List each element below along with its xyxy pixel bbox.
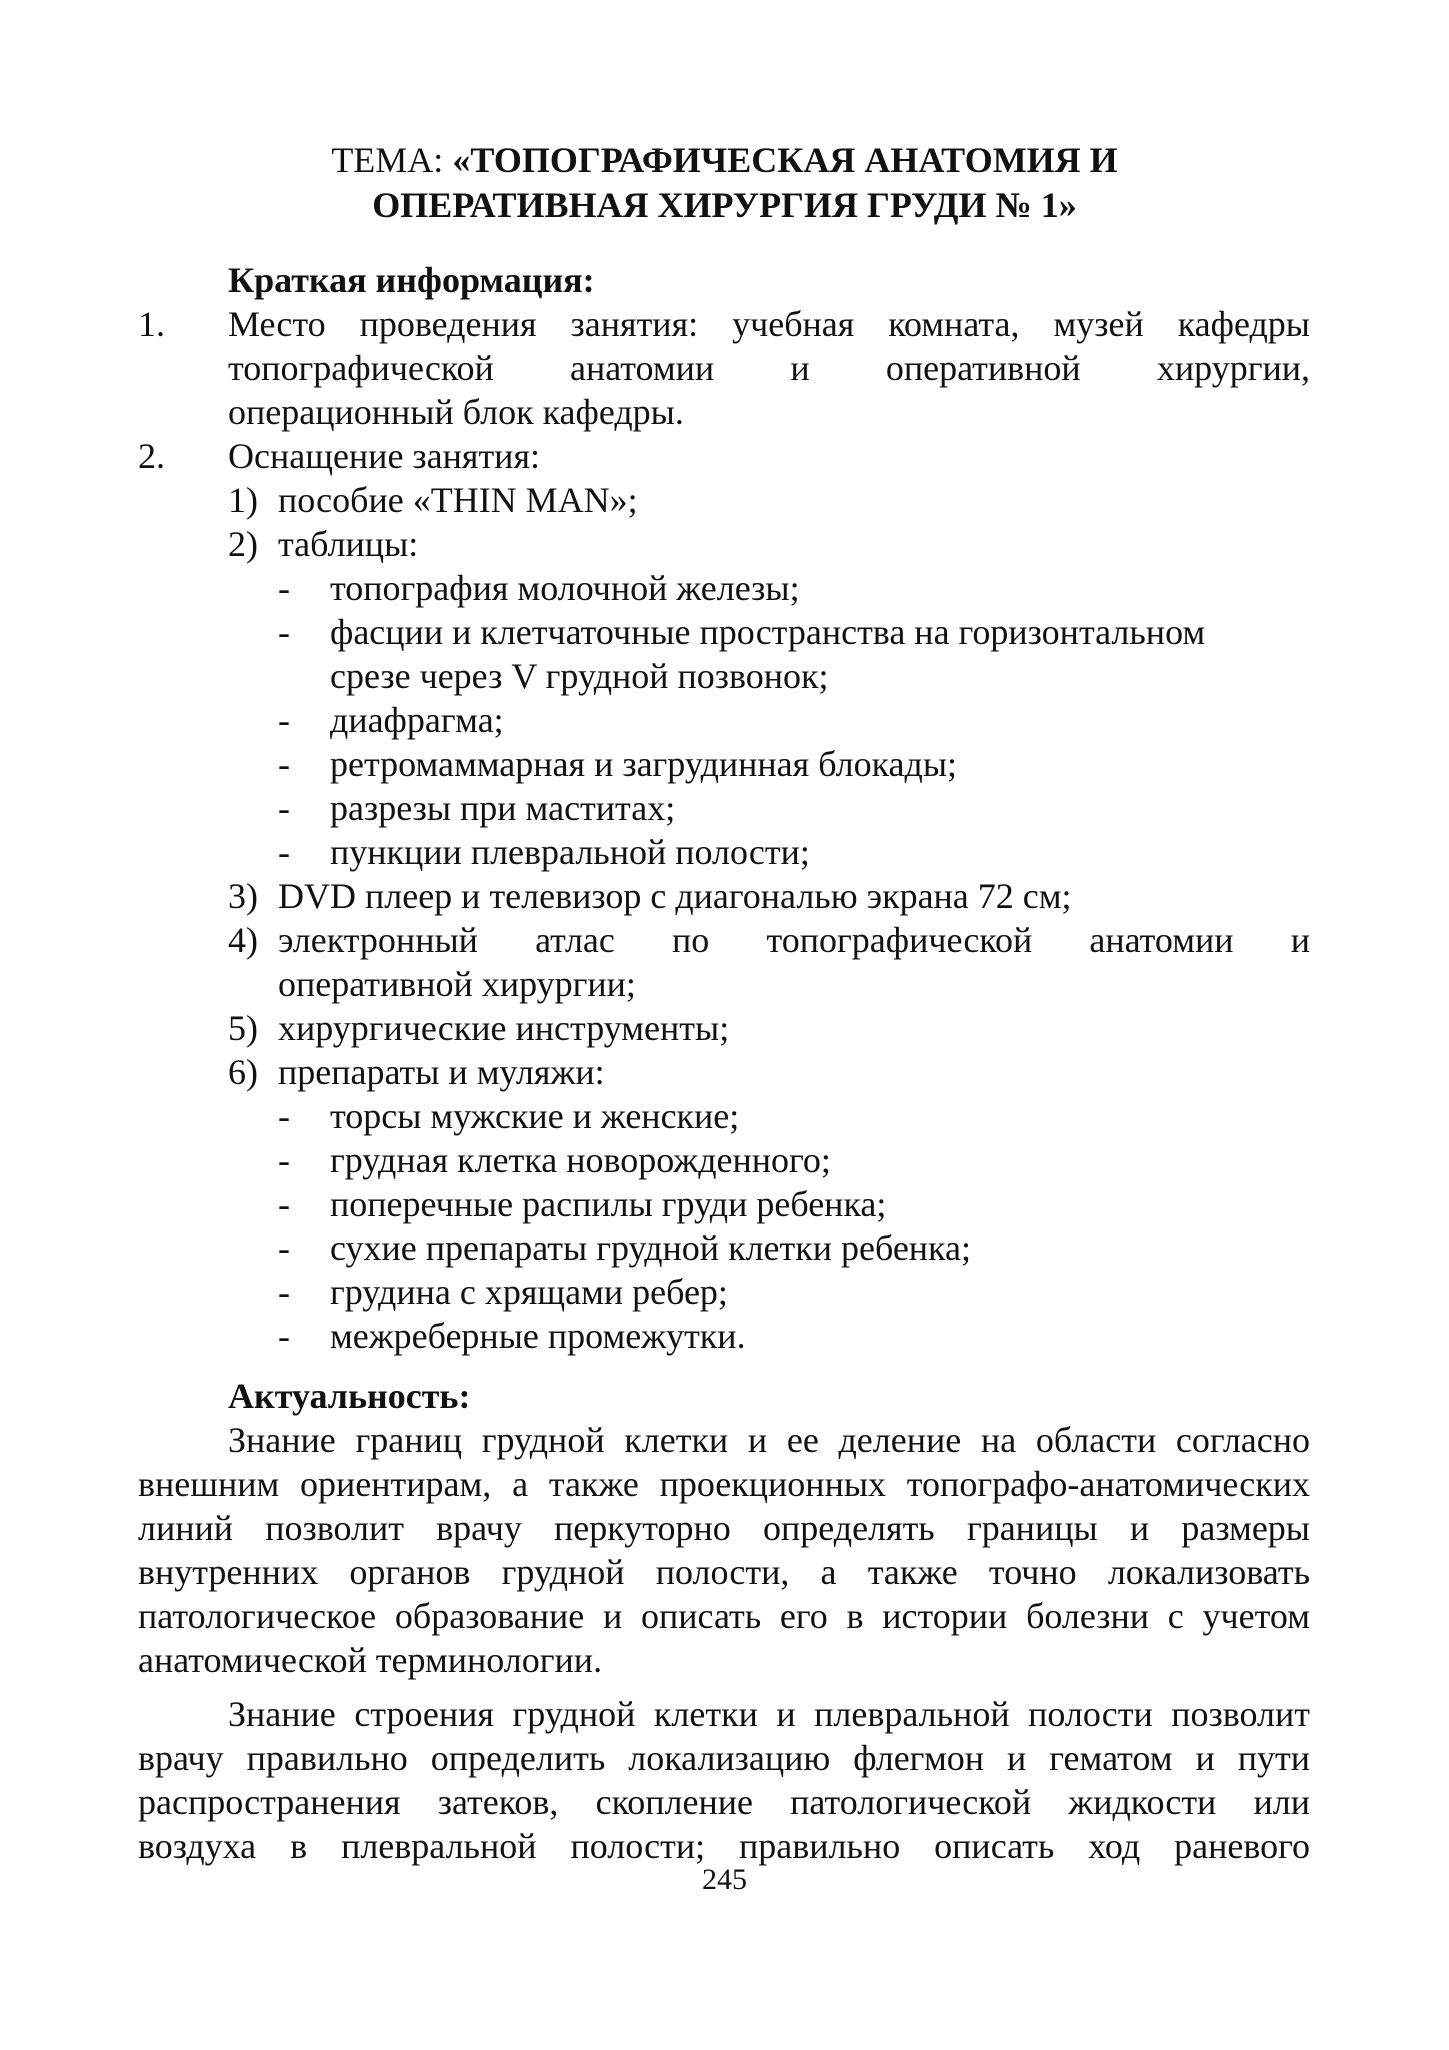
page-number: 245 (702, 1863, 747, 1896)
equipment-4-number: 4) (228, 920, 258, 960)
paragraph-2-line: воздуха в плевральной полости; правильно описать ход раневого (138, 1826, 1310, 1866)
equipment-5-text: хирургические инструменты; (278, 1008, 730, 1048)
paragraph-2-line: Знание строения грудной клетки и плевральной полости позволит (228, 1694, 1310, 1734)
specimen-item-dash: - (278, 1140, 290, 1180)
title-prefix: ТЕМА: (331, 140, 453, 180)
equipment-1-number: 1) (228, 480, 258, 520)
specimen-item-text: поперечные распилы груди ребенка; (330, 1184, 887, 1224)
table-item-text: пункции плевральной полости; (330, 832, 810, 872)
table-item-dash: - (278, 788, 290, 828)
specimen-item-dash: - (278, 1316, 290, 1356)
equipment-5-number: 5) (228, 1008, 258, 1048)
table-item-text: ретромаммарная и загрудинная блокады; (330, 744, 958, 784)
equipment-2-number: 2) (228, 524, 258, 564)
specimen-item-text: грудина с хрящами ребер; (330, 1272, 728, 1312)
paragraph-1-line: анатомической терминологии. (138, 1640, 603, 1680)
table-item-dash: - (278, 832, 290, 872)
item-2-number: 2. (138, 436, 165, 476)
item-1-line-2: топографической анатомии и оперативной хирургии, (228, 348, 1310, 388)
paragraph-1-line: Знание границ грудной клетки и ее деление на области согласно (228, 1420, 1310, 1460)
paragraph-2-line: распространения затеков, скопление патологической жидкости или (138, 1782, 1310, 1822)
paragraph-1-line: патологическое образование и описать его в истории болезни с учетом (138, 1596, 1310, 1636)
table-item-text-continued: срезе через V грудной позвонок; (330, 656, 829, 696)
specimen-item-dash: - (278, 1096, 290, 1136)
table-item-dash: - (278, 568, 290, 608)
specimen-item-dash: - (278, 1272, 290, 1312)
equipment-1-text: пособие «THIN MAN»; (278, 480, 638, 520)
equipment-2-text: таблицы: (278, 524, 419, 564)
table-item-dash: - (278, 612, 290, 652)
equipment-4-line-1: электронный атлас по топографической анатомии и (278, 920, 1310, 960)
paragraph-1-line: линий позволит врачу перкуторно определять границы и размеры (138, 1508, 1310, 1548)
specimen-item-text: грудная клетка новорожденного; (330, 1140, 831, 1180)
table-item-text: топография молочной железы; (330, 568, 800, 608)
item-2-text: Оснащение занятия: (228, 436, 541, 476)
brief-info-heading: Краткая информация: (228, 260, 595, 300)
table-item-text: разрезы при маститах; (330, 788, 676, 828)
page-title-line-1 (0, 138, 1449, 182)
equipment-4-line-2: оперативной хирургии; (278, 964, 636, 1004)
item-1-number: 1. (138, 304, 165, 344)
item-1-line-1: Место проведения занятия: учебная комната, музей кафедры (228, 304, 1310, 344)
table-item-text: фасции и клетчаточные пространства на горизонтальном (330, 612, 1206, 652)
specimen-item-text: торсы мужские и женские; (330, 1096, 740, 1136)
relevance-heading: Актуальность: (228, 1376, 471, 1416)
equipment-6-number: 6) (228, 1052, 258, 1092)
title-bold-1: «ТОПОГРАФИЧЕСКАЯ АНАТОМИЯ И (452, 140, 1118, 180)
paragraph-2-line: врачу правильно определить локализацию флегмон и гематом и пути (138, 1738, 1310, 1778)
specimen-item-text: сухие препараты грудной клетки ребенка; (330, 1228, 971, 1268)
table-item-dash: - (278, 700, 290, 740)
specimen-item-dash: - (278, 1184, 290, 1224)
table-item-dash: - (278, 744, 290, 784)
paragraph-1-line: внешним ориентирам, а также проекционных топографо-анатомических (138, 1464, 1310, 1504)
equipment-3-number: 3) (228, 876, 258, 916)
paragraph-1-line: внутренних органов грудной полости, а также точно локализовать (138, 1552, 1310, 1592)
page-title-line-2: ОПЕРАТИВНАЯ ХИРУРГИЯ ГРУДИ № 1» (372, 185, 1077, 225)
specimen-item-text: межреберные промежутки. (330, 1316, 746, 1356)
specimen-item-dash: - (278, 1228, 290, 1268)
item-1-line-3: операционный блок кафедры. (228, 392, 684, 432)
table-item-text: диафрагма; (330, 700, 504, 740)
equipment-6-text: препараты и муляжи: (278, 1052, 605, 1092)
equipment-3-text: DVD плеер и телевизор с диагональю экрана 72 см; (278, 876, 1072, 916)
